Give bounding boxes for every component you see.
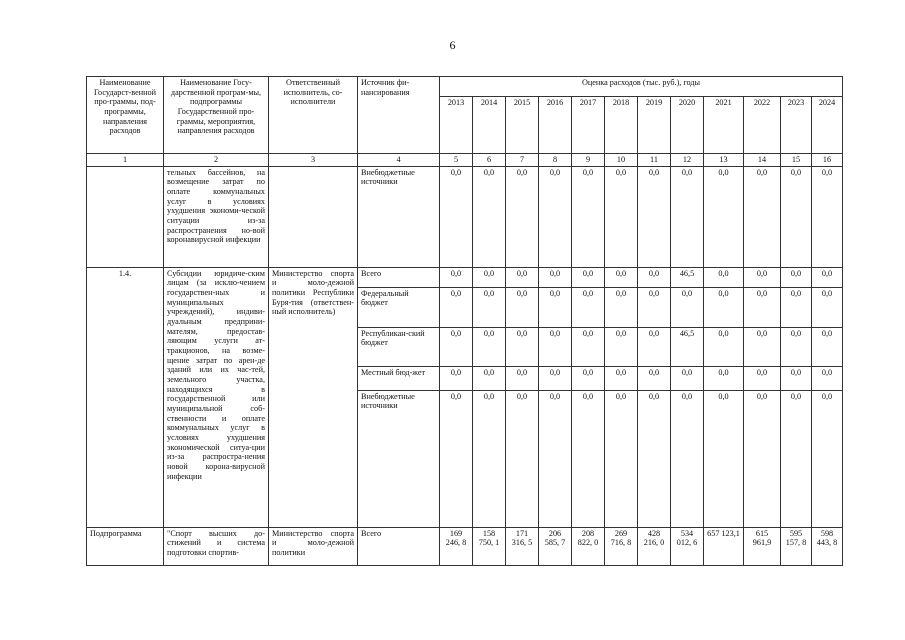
value-cell: 0,0: [704, 366, 744, 390]
value-cell: 0,0: [704, 166, 744, 267]
value-cell: 0,0: [539, 327, 572, 366]
column-index: 12: [671, 154, 704, 167]
value-cell: 0,0: [572, 287, 605, 327]
value-cell: 0,0: [440, 166, 473, 267]
header-source: Источник фи-нансирования: [358, 77, 440, 154]
header-year: 2023: [781, 97, 812, 154]
column-index: 7: [506, 154, 539, 167]
header-year: 2024: [812, 97, 843, 154]
value-cell: 615 961,9: [744, 527, 781, 565]
column-index: 11: [638, 154, 671, 167]
value-cell: 0,0: [744, 366, 781, 390]
value-cell: 0,0: [440, 267, 473, 287]
value-cell: 595 157, 8: [781, 527, 812, 565]
value-cell: 534 012, 6: [671, 527, 704, 565]
value-cell: 0,0: [473, 267, 506, 287]
value-cell: 0,0: [781, 390, 812, 527]
column-index: 9: [572, 154, 605, 167]
budget-table: [86, 76, 843, 566]
source-cell: Федеральный бюджет: [358, 287, 440, 327]
source-cell: Республикан-ский бюджет: [358, 327, 440, 366]
executor-cell: Министерство спорта и моло-дежной политики: [269, 527, 358, 565]
source-cell: Внебюджетные источники: [358, 390, 440, 527]
value-cell: 0,0: [704, 287, 744, 327]
value-cell: 0,0: [572, 366, 605, 390]
value-cell: 0,0: [440, 366, 473, 390]
value-cell: 0,0: [638, 267, 671, 287]
header-year: 2020: [671, 97, 704, 154]
header-year: 2013: [440, 97, 473, 154]
item-name: Субсидии юридиче-ским лицам (за исклю-чением государствен-ных и муниципальных учреждений), индиви-дуальным предприни-мателям, предостав-ляющим услуги ат-тракционов, на возме-щение затрат по арен-де зданий или их час-тей, земельного участка, находящихся в государственной или муниципальной соб-ственности и оплате коммунальных услуг в условиях ухудшения экономической ситуа-ции из-за распростра-нения новой корона-вирусной инфекции: [164, 267, 269, 527]
value-cell: 0,0: [638, 390, 671, 527]
value-cell: 0,0: [605, 366, 638, 390]
value-cell: 0,0: [605, 267, 638, 287]
value-cell: 46,5: [671, 267, 704, 287]
value-cell: 0,0: [812, 166, 843, 267]
value-cell: 0,0: [671, 287, 704, 327]
row-code: [87, 166, 164, 267]
row-code: Подпрограмма: [87, 527, 164, 565]
value-cell: 657 123,1: [704, 527, 744, 565]
value-cell: 0,0: [671, 390, 704, 527]
header-year: 2017: [572, 97, 605, 154]
column-index: 3: [269, 154, 358, 167]
value-cell: 0,0: [572, 390, 605, 527]
value-cell: 0,0: [572, 327, 605, 366]
value-cell: 0,0: [440, 327, 473, 366]
header-year: 2018: [605, 97, 638, 154]
header-program: Наименование Государст-венной про-граммы, под-программы, направления расходов: [87, 77, 164, 154]
value-cell: 0,0: [506, 287, 539, 327]
value-cell: 0,0: [704, 390, 744, 527]
item-name: "Спорт высших до-стижений и система подготовки спортив-: [164, 527, 269, 565]
column-index: 14: [744, 154, 781, 167]
value-cell: 0,0: [638, 166, 671, 267]
source-cell: Внебюджетные источники: [358, 166, 440, 267]
value-cell: 0,0: [605, 390, 638, 527]
value-cell: 0,0: [506, 267, 539, 287]
column-index: 16: [812, 154, 843, 167]
value-cell: 0,0: [539, 166, 572, 267]
header-year: 2016: [539, 97, 572, 154]
value-cell: 206 585, 7: [539, 527, 572, 565]
executor-cell: Министерство спорта и моло-дежной политики Республики Буря-тия (ответствен-ный исполнитель): [269, 267, 358, 527]
value-cell: 0,0: [744, 287, 781, 327]
row-code: 1.4.: [87, 267, 164, 527]
executor-cell: [269, 166, 358, 267]
column-index: 1: [87, 154, 164, 167]
value-cell: 0,0: [781, 267, 812, 287]
value-cell: 0,0: [506, 366, 539, 390]
value-cell: 0,0: [605, 166, 638, 267]
value-cell: 0,0: [812, 327, 843, 366]
value-cell: 0,0: [473, 166, 506, 267]
header-name: Наименование Госу-дарственной програм-мы, подпрограммы Государственной про-граммы, мероприятия, направления расходов: [164, 77, 269, 154]
column-index: 5: [440, 154, 473, 167]
value-cell: 0,0: [605, 287, 638, 327]
value-cell: 0,0: [572, 267, 605, 287]
column-index: 13: [704, 154, 744, 167]
value-cell: 0,0: [539, 390, 572, 527]
value-cell: 0,0: [812, 267, 843, 287]
value-cell: 0,0: [638, 287, 671, 327]
header-year: 2019: [638, 97, 671, 154]
value-cell: 0,0: [781, 366, 812, 390]
value-cell: 0,0: [812, 366, 843, 390]
header-year: 2014: [473, 97, 506, 154]
value-cell: 0,0: [506, 166, 539, 267]
value-cell: 0,0: [440, 390, 473, 527]
value-cell: 0,0: [638, 366, 671, 390]
value-cell: 0,0: [473, 287, 506, 327]
header-year: 2021: [704, 97, 744, 154]
page-number: 6: [449, 38, 456, 52]
source-cell: Местный бюд-жет: [358, 366, 440, 390]
value-cell: 0,0: [781, 287, 812, 327]
source-cell: Всего: [358, 267, 440, 287]
value-cell: 0,0: [812, 287, 843, 327]
header-executor: Ответственный исполнитель, со-исполнители: [269, 77, 358, 154]
item-name: тельных бассейнов, на возмещение затрат по оплате коммунальных услуг в условиях ухудшения экономи-ческой ситуации из-за распространения но-вой коронавирусной инфекции: [164, 166, 269, 267]
value-cell: 0,0: [704, 267, 744, 287]
value-cell: 0,0: [638, 327, 671, 366]
header-year: 2022: [744, 97, 781, 154]
value-cell: 0,0: [605, 327, 638, 366]
value-cell: 0,0: [781, 327, 812, 366]
value-cell: 598 443, 8: [812, 527, 843, 565]
column-index: 6: [473, 154, 506, 167]
value-cell: 171 316, 5: [506, 527, 539, 565]
header-estimate: Оценка расходов (тыс. руб.), годы: [440, 77, 843, 97]
value-cell: 428 216, 0: [638, 527, 671, 565]
column-index: 4: [358, 154, 440, 167]
value-cell: 0,0: [572, 166, 605, 267]
value-cell: 0,0: [744, 390, 781, 527]
value-cell: 0,0: [506, 390, 539, 527]
value-cell: 46,5: [671, 327, 704, 366]
value-cell: 208 822, 0: [572, 527, 605, 565]
value-cell: 0,0: [473, 390, 506, 527]
value-cell: 0,0: [812, 390, 843, 527]
value-cell: 0,0: [473, 366, 506, 390]
column-index: 15: [781, 154, 812, 167]
value-cell: 169 246, 8: [440, 527, 473, 565]
source-cell: Всего: [358, 527, 440, 565]
column-index: 10: [605, 154, 638, 167]
value-cell: 0,0: [671, 366, 704, 390]
value-cell: 0,0: [539, 366, 572, 390]
value-cell: 158 750, 1: [473, 527, 506, 565]
value-cell: 0,0: [539, 287, 572, 327]
value-cell: 0,0: [744, 267, 781, 287]
column-index: 2: [164, 154, 269, 167]
value-cell: 0,0: [473, 327, 506, 366]
value-cell: 0,0: [539, 267, 572, 287]
value-cell: 0,0: [744, 327, 781, 366]
value-cell: 0,0: [704, 327, 744, 366]
header-year: 2015: [506, 97, 539, 154]
value-cell: 0,0: [781, 166, 812, 267]
value-cell: 0,0: [506, 327, 539, 366]
value-cell: 0,0: [744, 166, 781, 267]
value-cell: 0,0: [671, 166, 704, 267]
value-cell: 269 716, 8: [605, 527, 638, 565]
column-index: 8: [539, 154, 572, 167]
value-cell: 0,0: [440, 287, 473, 327]
